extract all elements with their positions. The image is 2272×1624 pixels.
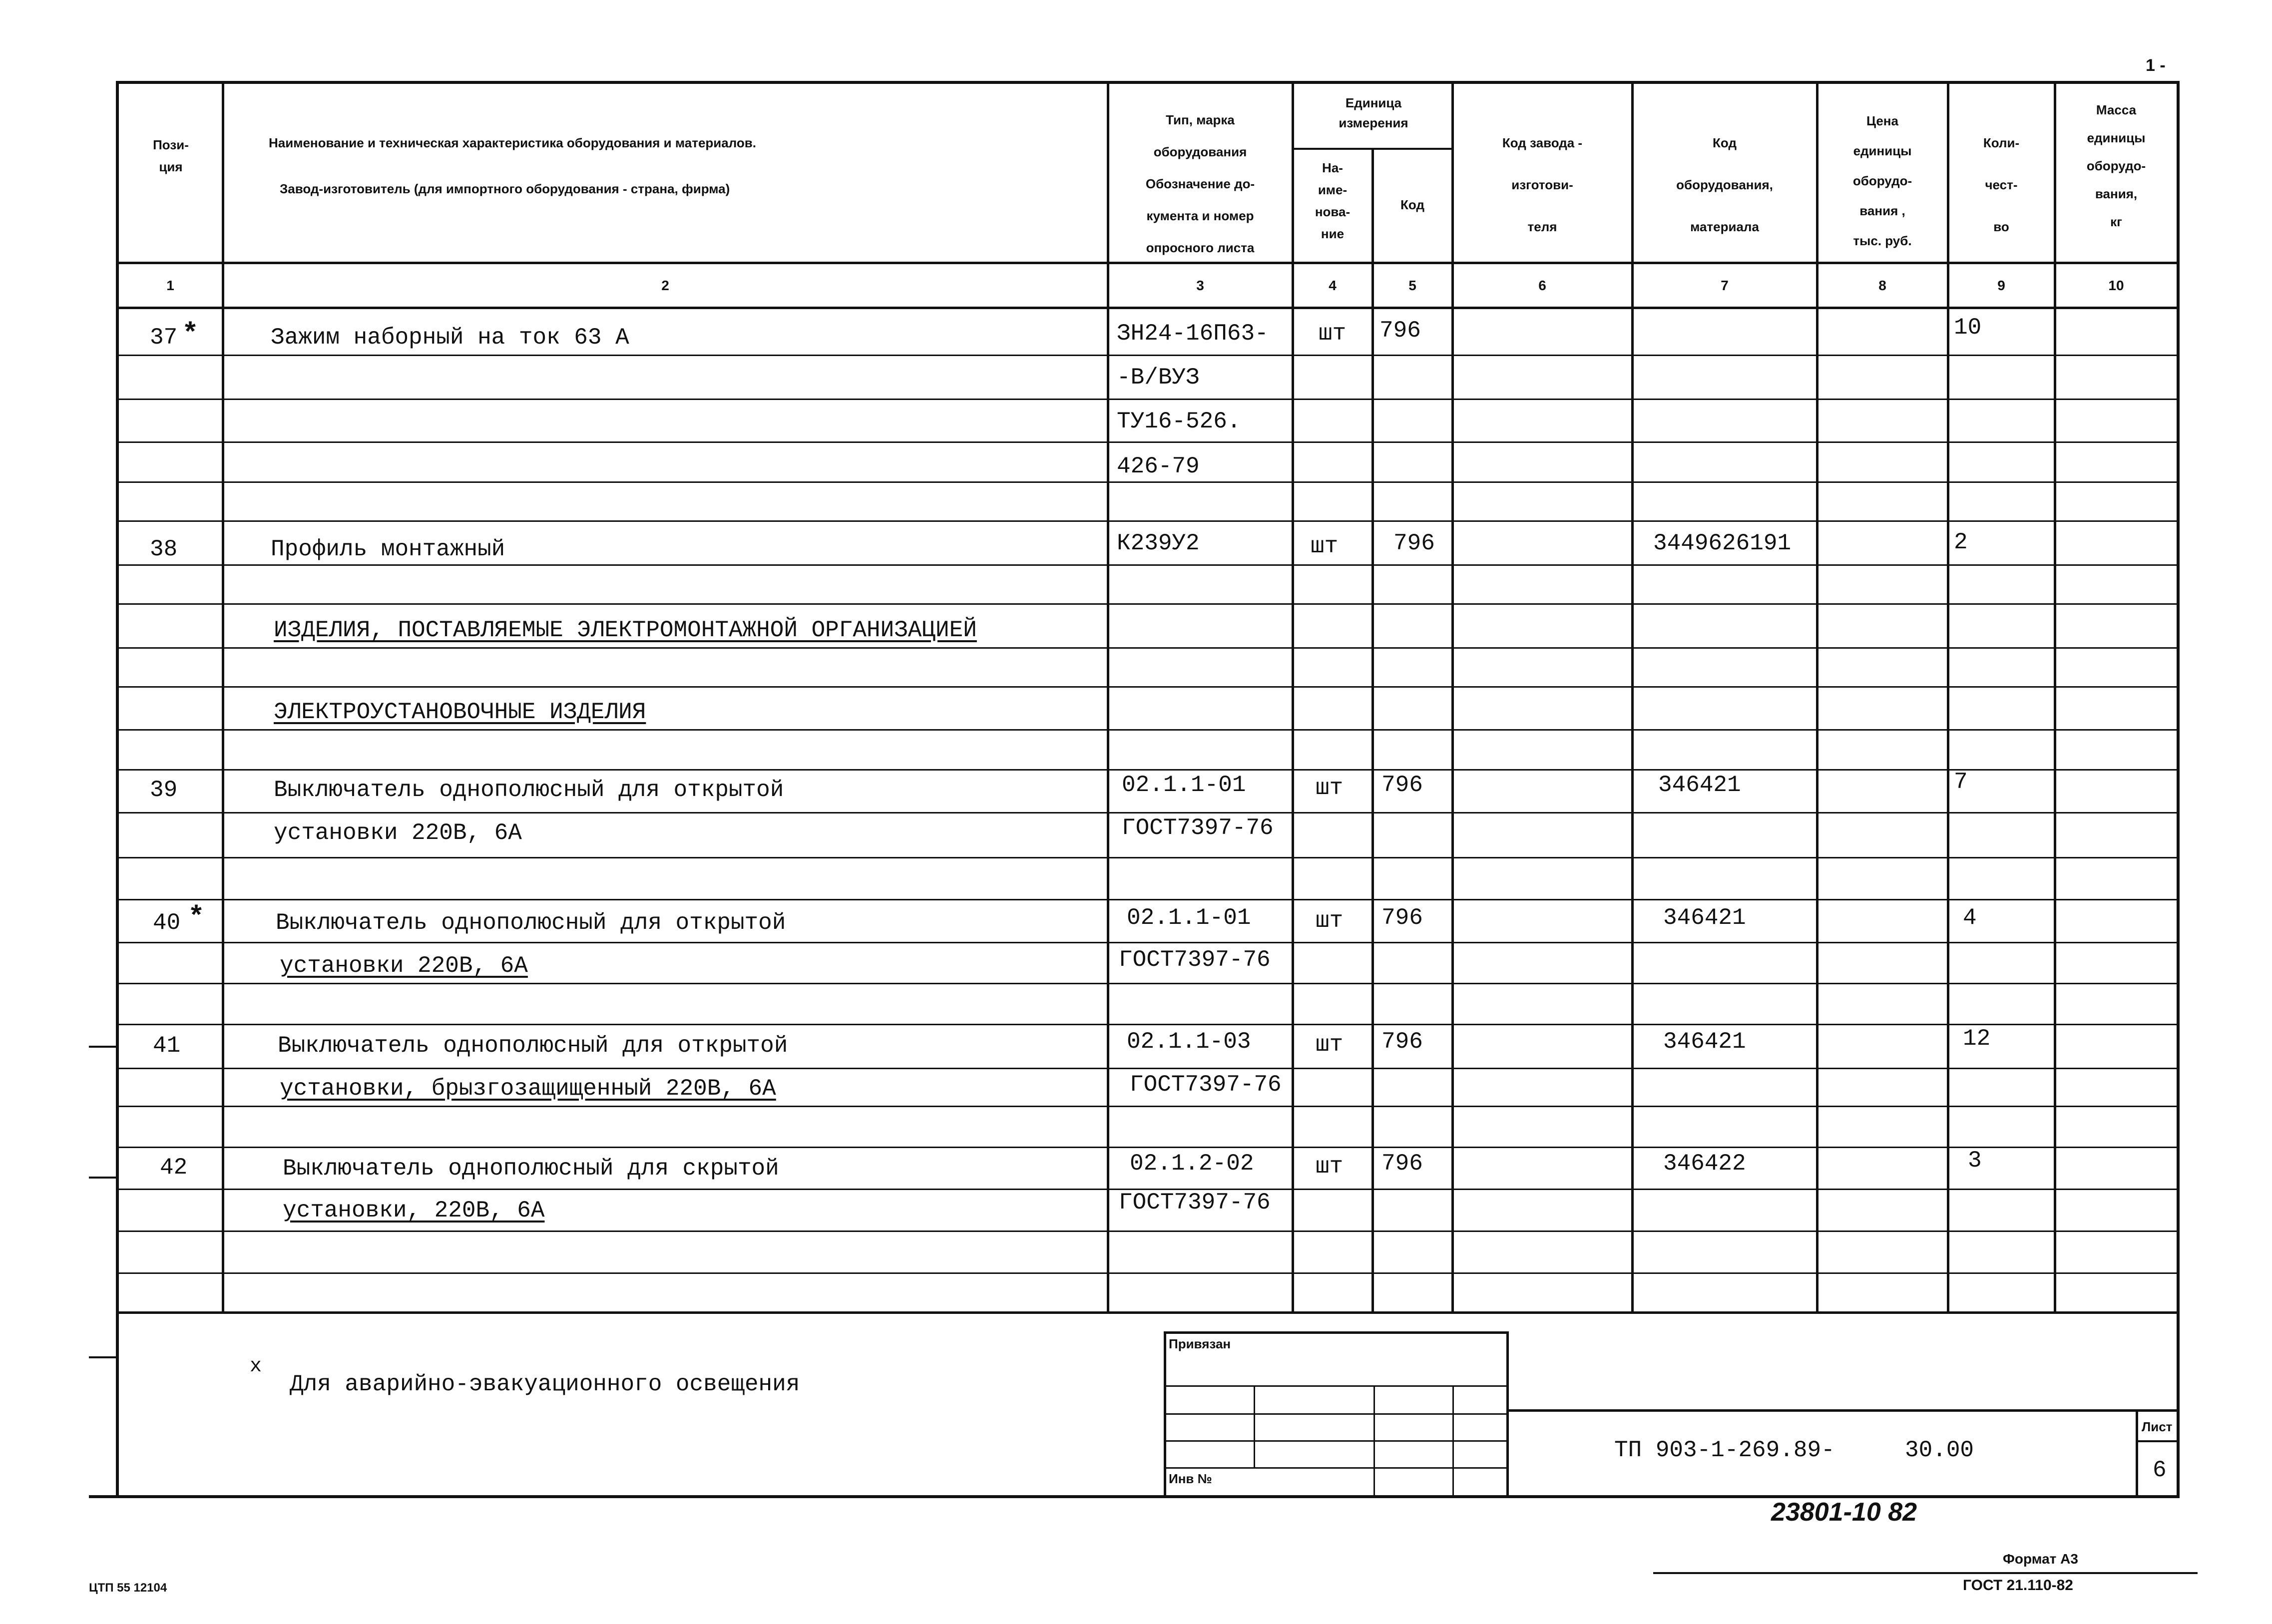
stamp-line bbox=[1254, 1385, 1255, 1467]
margin-tick bbox=[89, 1046, 118, 1048]
header-col3: Тип, марка оборудования Обозначение до- кумента и номер опросного листа bbox=[1145, 112, 1255, 255]
row-line bbox=[116, 812, 2180, 813]
pos-38: 38 bbox=[150, 536, 178, 562]
item-40-code: 796 bbox=[1381, 905, 1423, 931]
item-40-name: Выключатель однополюсный для открытой bbox=[276, 910, 786, 936]
colnum-2: 2 bbox=[661, 278, 669, 293]
item-38-qty: 2 bbox=[1954, 529, 1968, 555]
item-41-code: 796 bbox=[1381, 1029, 1423, 1055]
pos-41: 41 bbox=[153, 1033, 181, 1059]
margin-tick bbox=[89, 1356, 118, 1358]
colnum-3: 3 bbox=[1196, 278, 1204, 293]
header-col2-line2: Завод-изготовитель (для импортного оборудования - страна, фирма) bbox=[280, 181, 730, 196]
item-37-code: 796 bbox=[1379, 318, 1421, 344]
row-line bbox=[116, 1147, 2180, 1148]
stamp-line bbox=[1164, 1331, 1508, 1334]
colnum-4: 4 bbox=[1329, 278, 1337, 293]
col-line-7 bbox=[1816, 81, 1818, 1313]
row-line bbox=[116, 481, 2180, 483]
corner-mark: 1 - bbox=[2146, 56, 2166, 75]
item-42-qty: 3 bbox=[1968, 1148, 1982, 1174]
row-line bbox=[116, 647, 2180, 649]
star-37: * bbox=[185, 315, 196, 347]
item-39-unit: шт bbox=[1316, 775, 1344, 801]
stamp-line bbox=[1164, 1413, 1508, 1415]
border-top bbox=[116, 81, 2180, 84]
row-line bbox=[116, 1272, 2180, 1274]
item-41-equip-code: 346421 bbox=[1663, 1029, 1746, 1055]
item-38-unit: шт bbox=[1311, 533, 1339, 559]
col-line-8 bbox=[1947, 81, 1949, 1313]
header-col8: Цена единицы оборудо- вания , тыс. руб. bbox=[1852, 113, 1912, 248]
row-line bbox=[116, 1106, 2180, 1107]
section-heading-1: ИЗДЕЛИЯ, ПОСТАВЛЯЕМЫЕ ЭЛЕКТРОМОНТАЖНОЙ ОРГАНИЗАЦИЕЙ bbox=[274, 617, 977, 643]
doc-code: ТП 903-1-269.89- bbox=[1614, 1437, 1835, 1463]
col-line-4 bbox=[1371, 149, 1374, 1313]
item-37-qty: 10 bbox=[1954, 315, 1982, 341]
header-col2-line1: Наименование и техническая характеристика оборудования и материалов. bbox=[269, 135, 757, 150]
item-42-unit: шт bbox=[1316, 1154, 1344, 1180]
colnum-10: 10 bbox=[2108, 278, 2124, 293]
item-40-qty: 4 bbox=[1963, 905, 1977, 931]
item-41-name: Выключатель однополюсный для открытой bbox=[278, 1033, 788, 1059]
item-41-unit: шт bbox=[1316, 1032, 1344, 1058]
header-unit-group: Единица измерения bbox=[1339, 95, 1408, 130]
item-42-type: 02.1.2-02 bbox=[1130, 1151, 1254, 1177]
pos-42: 42 bbox=[160, 1155, 188, 1181]
item-39-type-2: ГОСТ7397-76 bbox=[1122, 815, 1274, 841]
doc-suffix: 30.00 bbox=[1905, 1437, 1974, 1463]
item-37-name: Зажим наборный на ток 63 А bbox=[271, 325, 629, 351]
bottom-rule bbox=[1653, 1572, 2198, 1574]
item-40-type-2: ГОСТ7397-76 bbox=[1119, 947, 1271, 973]
pos-40: 40 bbox=[153, 910, 181, 936]
item-39-qty: 7 bbox=[1954, 769, 1968, 795]
item-42-equip-code: 346422 bbox=[1663, 1151, 1746, 1177]
item-41-type-2: ГОСТ7397-76 bbox=[1130, 1072, 1282, 1098]
item-39-code: 796 bbox=[1381, 772, 1423, 798]
stamp-inv-no: Инв № bbox=[1169, 1471, 1212, 1486]
sheet-number: 6 bbox=[2153, 1457, 2167, 1483]
header-col6: Код завода - изготови- теля bbox=[1502, 135, 1583, 234]
col-line-2 bbox=[1107, 81, 1109, 1313]
unit-group-line bbox=[1292, 148, 1454, 150]
item-37-type: ЗН24-16П63- bbox=[1117, 321, 1269, 347]
row-line bbox=[116, 441, 2180, 443]
format-label: Формат А3 bbox=[2003, 1551, 2078, 1567]
footnote-text: Для аварийно-эвакуационного освещения bbox=[290, 1371, 800, 1397]
col-line-1 bbox=[222, 81, 224, 1313]
row-line bbox=[116, 857, 2180, 858]
row-line bbox=[116, 603, 2180, 605]
colnum-6: 6 bbox=[1538, 278, 1546, 293]
col-line-3 bbox=[1292, 81, 1294, 1313]
stamp-line bbox=[1164, 1385, 1508, 1387]
sheet-box-mid bbox=[2136, 1440, 2180, 1442]
header-col9: Коли- чест- во bbox=[1983, 135, 2020, 234]
row-line bbox=[116, 769, 2180, 771]
item-38-type: К239У2 bbox=[1117, 530, 1200, 556]
row-line bbox=[116, 399, 2180, 400]
row-line bbox=[116, 520, 2180, 522]
item-39-type: 02.1.1-01 bbox=[1122, 772, 1246, 798]
item-38-code: 796 bbox=[1393, 530, 1435, 556]
header-col4: На- име- нова- ние bbox=[1315, 160, 1351, 241]
row-line bbox=[116, 729, 2180, 731]
colnum-5: 5 bbox=[1408, 278, 1416, 293]
item-42-code: 796 bbox=[1381, 1151, 1423, 1177]
sheet-label: Лист bbox=[2142, 1419, 2173, 1434]
border-right bbox=[2177, 81, 2180, 1498]
row-line bbox=[116, 983, 2180, 984]
item-37-unit: шт bbox=[1319, 321, 1347, 347]
col-line-9 bbox=[2054, 81, 2056, 1313]
section-heading-2: ЭЛЕКТРОУСТАНОВОЧНЫЕ ИЗДЕЛИЯ bbox=[274, 699, 646, 725]
item-37-type-2: -В/ВУЗ bbox=[1117, 365, 1200, 391]
colnum-8: 8 bbox=[1878, 278, 1886, 293]
row-line bbox=[116, 1230, 2180, 1232]
col-line-6 bbox=[1631, 81, 1634, 1313]
item-42-type-2: ГОСТ7397-76 bbox=[1119, 1190, 1271, 1216]
item-40-equip-code: 346421 bbox=[1663, 905, 1746, 931]
left-code: ЦТП 55 12104 bbox=[89, 1581, 167, 1595]
stamp-privyazan: Привязан bbox=[1169, 1336, 1231, 1351]
star-40: * bbox=[191, 898, 202, 930]
colnum-1: 1 bbox=[166, 278, 174, 293]
item-38-name: Профиль монтажный bbox=[271, 536, 505, 562]
header-col5: Код bbox=[1400, 197, 1424, 212]
table-body-bottom bbox=[116, 1311, 2180, 1314]
gost-label: ГОСТ 21.110-82 bbox=[1963, 1577, 2073, 1594]
handwritten-number: 23801-10 82 bbox=[1771, 1498, 1917, 1527]
col-line-5 bbox=[1451, 81, 1454, 1313]
pos-39: 39 bbox=[150, 777, 178, 803]
row-line bbox=[116, 1068, 2180, 1069]
item-41-name-2: установки, брызгозащищенный 220В, 6А bbox=[280, 1076, 776, 1102]
header-col1: Пози- ция bbox=[153, 137, 189, 174]
item-40-name-2: установки 220В, 6А bbox=[280, 953, 528, 979]
colnum-7: 7 bbox=[1721, 278, 1729, 293]
header-col7: Код оборудования, материала bbox=[1676, 135, 1773, 234]
sheet-box-left bbox=[2136, 1409, 2138, 1496]
stamp-line bbox=[1373, 1385, 1375, 1496]
item-41-qty: 12 bbox=[1963, 1026, 1991, 1052]
item-41-type: 02.1.1-03 bbox=[1127, 1029, 1251, 1055]
stamp-line bbox=[1452, 1385, 1454, 1496]
margin-tick bbox=[89, 1177, 118, 1179]
pos-37: 37 bbox=[150, 325, 178, 351]
item-40-type: 02.1.1-01 bbox=[1127, 905, 1251, 931]
item-37-type-4: 426-79 bbox=[1117, 453, 1200, 479]
row-line bbox=[116, 355, 2180, 356]
colnum-bottom-line bbox=[116, 307, 2180, 309]
item-37-type-3: ТУ16-526. bbox=[1117, 408, 1241, 434]
header-col10: Масса единицы оборудо- вания, кг bbox=[2086, 102, 2146, 229]
item-42-name-2: установки, 220В, 6А bbox=[283, 1198, 545, 1223]
stamp-line bbox=[1164, 1467, 1508, 1469]
item-39-equip-code: 346421 bbox=[1658, 772, 1741, 798]
item-42-name: Выключатель однополюсный для скрытой bbox=[283, 1156, 779, 1182]
row-line bbox=[116, 686, 2180, 688]
row-line bbox=[116, 564, 2180, 566]
colnum-9: 9 bbox=[1997, 278, 2005, 293]
title-block-top bbox=[1506, 1409, 2180, 1412]
item-38-equip-code: 3449626191 bbox=[1653, 530, 1792, 556]
row-line bbox=[116, 942, 2180, 943]
row-line bbox=[116, 1024, 2180, 1025]
footnote-mark: х bbox=[250, 1355, 262, 1378]
stamp-line bbox=[1164, 1440, 1508, 1442]
item-40-unit: шт bbox=[1316, 908, 1344, 934]
row-line bbox=[116, 899, 2180, 900]
item-39-name-2: установки 220В, 6А bbox=[274, 820, 522, 846]
item-39-name: Выключатель однополюсный для открытой bbox=[274, 777, 784, 803]
